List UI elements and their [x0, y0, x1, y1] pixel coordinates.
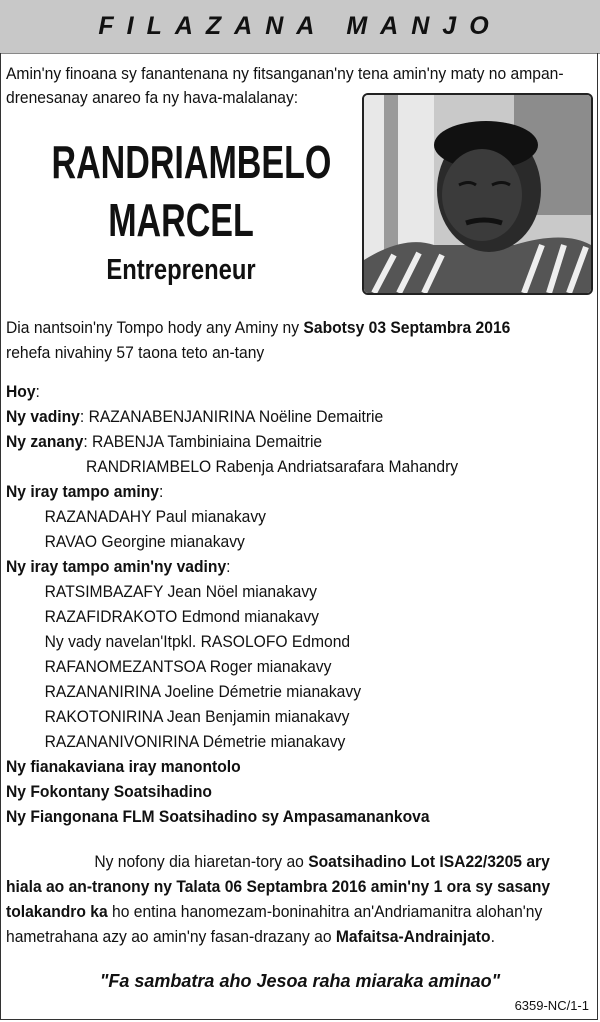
- children-line: [6, 429, 551, 454]
- child-name: : RABENJA Tambiniaina Demaitrie: [83, 432, 323, 451]
- deceased-surname: RANDRIAMBELO: [51, 136, 332, 188]
- siblings-label: Ny iray tampo aminy: [6, 482, 159, 501]
- funeral-line-2: [6, 874, 591, 899]
- deceased-name-block: [6, 133, 356, 289]
- sibling-name: RAVAO Georgine mianakavy: [44, 532, 245, 551]
- portrait-photo: [362, 93, 593, 295]
- church: Ny Fiangonana FLM Soatsihadino sy Ampasamanankova: [6, 807, 430, 826]
- hoy-line: [6, 379, 551, 404]
- closing-quote: "Fa sambatra aho Jesoa raha miaraka aminao": [99, 971, 501, 991]
- death-prefix: Dia nantsoin'ny Tompo hody any Aminy ny: [6, 318, 304, 337]
- funeral-line-1: [6, 849, 591, 874]
- notice-content: [0, 53, 598, 1020]
- header-bar: [0, 0, 600, 54]
- funeral-period: .: [490, 927, 495, 946]
- funeral-datetime: hiala ao an-tranony ny Talata 06 Septambra 2016 amin'ny 1 ora sy sasany: [6, 877, 551, 896]
- child-name: RANDRIAMBELO Rabenja Andriatsarafara Mahandry: [86, 457, 459, 476]
- portrait-photo-icon: [364, 95, 591, 293]
- inlaws-label: Ny iray tampo amin'ny vadiny: [6, 557, 227, 576]
- burial-place: Mafaitsa-Andrainjato: [335, 927, 491, 946]
- death-announcement-line: [6, 315, 551, 340]
- extended-family: Ny fianakaviana iray manontolo: [6, 757, 241, 776]
- spacer: [6, 365, 551, 379]
- fokontany-line: [6, 779, 551, 804]
- inlaw-name: RATSIMBAZAFY Jean Nöel mianakavy: [44, 582, 317, 601]
- death-age-line: rehefa nivahiny 57 taona teto an-tany: [6, 343, 265, 362]
- inlaw-name: RAZANANIRINA Joeline Démetrie mianakavy: [44, 682, 362, 701]
- funeral-text: Ny nofony dia hiaretan-tory ao: [94, 852, 309, 871]
- extended-family-line: [6, 754, 551, 779]
- wife-line: [6, 404, 551, 429]
- funeral-line-4: [6, 924, 591, 949]
- funeral-text: hametrahana azy ao amin'ny fasan-drazany ao: [6, 927, 336, 946]
- siblings-colon: :: [158, 482, 164, 501]
- intro-line-1: Amin'ny finoana sy fanantenana ny fitsanganan'ny tena amin'ny maty no ampan-: [6, 64, 564, 83]
- sibling-name: RAZANADAHY Paul mianakavy: [44, 507, 267, 526]
- inlaw-name: RAKOTONIRINA Jean Benjamin mianakavy: [44, 707, 350, 726]
- notice-title: FILAZANA MANJO: [98, 12, 502, 40]
- inlaw-name: RAFANOMEZANTSOA Roger mianakavy: [44, 657, 332, 676]
- funeral-location: Soatsihadino Lot ISA22/3205 ary: [308, 852, 550, 871]
- inlaws-line: [6, 554, 551, 579]
- reference-number: 6359-NC/1-1: [514, 998, 589, 1013]
- notice-body: [6, 315, 598, 829]
- fokontany: Ny Fokontany Soatsihadino: [6, 782, 212, 801]
- wife-name: : RAZANABENJANIRINA Noëline Demaitrie: [79, 407, 384, 426]
- deceased-firstname: MARCEL: [108, 194, 254, 246]
- siblings-line: [6, 479, 551, 504]
- hoy-colon: :: [35, 382, 40, 401]
- wife-label: Ny vadiny: [6, 407, 80, 426]
- funeral-text: ho entina hanomezam-boninahitra an'Andriamanitra alohan'ny: [107, 902, 543, 921]
- inlaw-name: RAZANANIVONIRINA Démetrie mianakavy: [44, 732, 346, 751]
- church-line: [6, 804, 551, 829]
- funeral-line-3: [6, 899, 591, 924]
- inlaw-name: Ny vady navelan'Itpkl. RASOLOFO Edmond: [44, 632, 351, 651]
- inlaw-name: RAZAFIDRAKOTO Edmond mianakavy: [44, 607, 320, 626]
- children-label: Ny zanany: [6, 432, 84, 451]
- funeral-details: [6, 849, 591, 949]
- death-date: Sabotsy 03 Septambra 2016: [303, 318, 511, 337]
- inlaws-colon: :: [226, 557, 231, 576]
- intro-line-2: drenesanay anareo fa ny hava-malalanay:: [6, 88, 299, 107]
- hoy-label: Hoy: [6, 382, 36, 401]
- funeral-time: tolakandro ka: [6, 902, 108, 921]
- deceased-profession: Entrepreneur: [106, 254, 256, 286]
